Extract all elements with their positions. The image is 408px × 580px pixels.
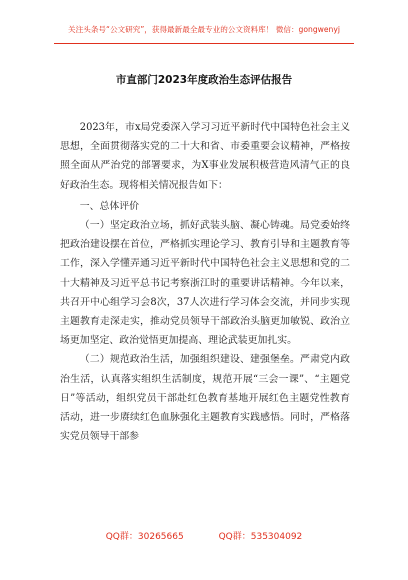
body-paragraph-political-life: （二）规范政治生活，加强组织建设、建强堡垒。严肃党内政治生活，认真落实组织生活制度，规范开展“三会一课”、“主题党日”等活动，组织党员干部赴红色教育基地开展红色主题党性教育活动，进一步赓续红色血脉强化主题教育实践感悟。同时，严格落实党员领导干部参 [60,354,350,443]
footer-qq-group-right: QQ群：535304092 [218,532,303,542]
document-body [60,118,350,446]
footer-qq-groups [0,529,408,542]
section-heading-overall-evaluation: 一、总体评价 [79,200,140,212]
body-paragraph-intro: 2023年，市x局党委深入学习习近平新时代中国特色社会主义思想，全面贯彻落实党的二十大和省、市委重要会议精神，严格按照全面从严治党的部署要求，为X事业发展积极营造风清气正的良好政治生态。现将相关情况报告如下： [60,122,350,191]
body-paragraph-political-stance: （一）坚定政治立场，抓好武装头脑、凝心铸魂。局党委始终把政治建设摆在首位，严格抓实理论学习、教育引导和主题教育等工作，深入学懂弄通习近平新时代中国特色社会主义思想和党的二十大精神及习近平总书记考察浙江时的重要讲话精神。今年以来，共召开中心组学习会8次，37人次进行学习体会交流，并同步实现主题教育走深走实，推动党员领导干部政治头脑更加敏锐、政治立场更加坚定、政治觉悟更加提高、理论武装更加扎实。 [60,220,350,347]
footer-qq-group-left: QQ群：30265665 [105,532,184,542]
header-banner: 关注头条号“公文研究”，获得最新最全最专业的公文资料库！ 微信：gongwenyj [68,25,340,34]
document-title: 市直部门2023年度政治生态评估报告 [115,74,293,86]
header-divider [54,43,354,44]
